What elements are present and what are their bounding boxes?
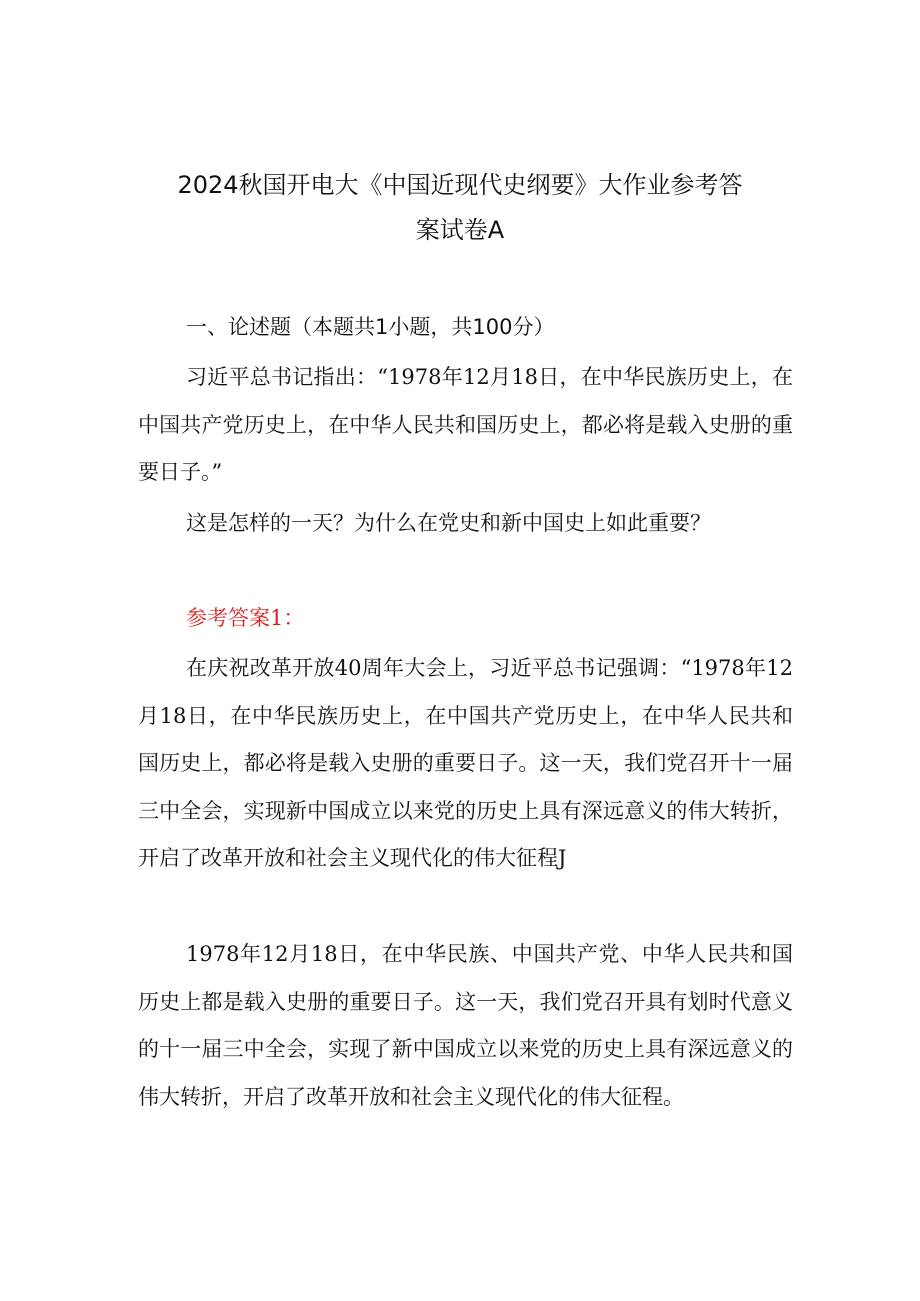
answer-paragraph-1: 在庆祝改革开放40周年大会上，习近平总书记强调：“1978年12月18日，在中华民族历史上，在中国共产党历史上，在中华人民共和国历史上，都必将是载入史册的重要日子。这一天，我们党召开十一届三中全会，实现新中国成立以来党的历史上具有深远意义的伟大转折，开启了改革开放和社会主义现代化的伟大征程J <box>138 656 793 870</box>
answer-paragraph-2: 1978年12月18日，在中华民族、中国共产党、中华人民共和国历史上都是载入史册的重要日子。这一天，我们党召开具有划时代意义的十一届三中全会，实现了新中国成立以来党的历史上具有深远意义的伟大转折，开启了改革开放和社会主义现代化的伟大征程。 <box>138 942 793 1109</box>
document-title-line-2: 案试卷A <box>415 216 505 244</box>
question-quote-paragraph: 习近平总书记指出：“1978年12月18日，在中华民族历史上，在中国共产党历史上，在中华人民共和国历史上，都必将是载入史册的重要日子。” <box>138 365 793 484</box>
section-heading: 一、论述题（本题共1小题，共100分） <box>186 315 555 339</box>
answer-label: 参考答案1： <box>186 606 305 630</box>
question-ask-paragraph: 这是怎样的一天？为什么在党史和新中国史上如此重要？ <box>186 511 711 535</box>
document-title-line-1: 2024秋国开电大《中国近现代史纲要》大作业参考答 <box>177 171 743 199</box>
